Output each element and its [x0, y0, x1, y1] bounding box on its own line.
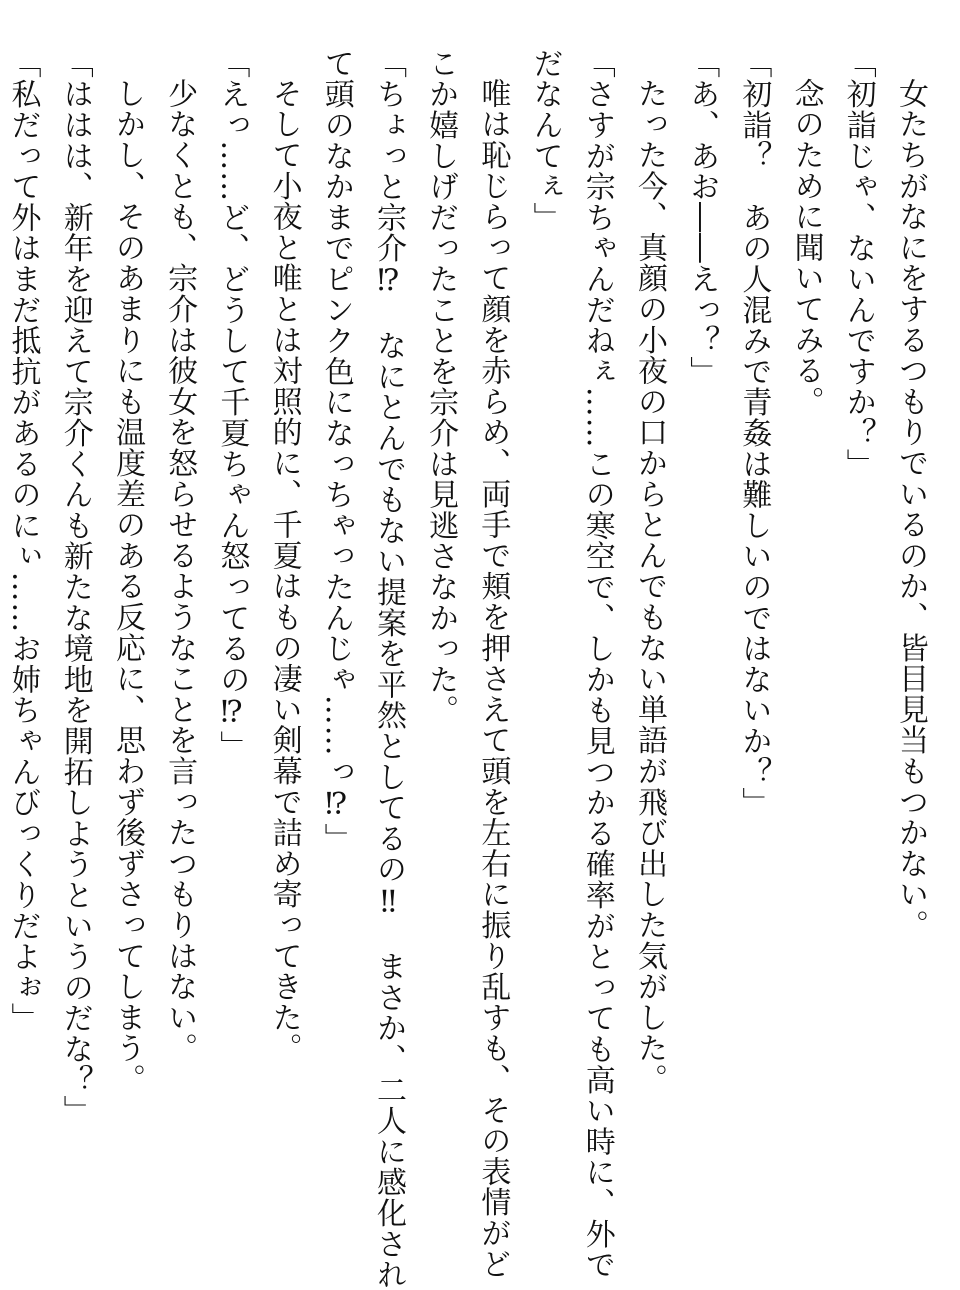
text-line: 「あ、あお――えっ？」 — [684, 48, 720, 387]
text-line: こか嬉しげだったことを宗介は見逃さなかった。 — [423, 48, 459, 726]
text-line: 女たちがなにをするつもりでいるのか、皆目見当もつかない。 — [893, 78, 928, 941]
vertical-text-body — [5, 48, 936, 1290]
text-line: 「初詣？ あの人混みで青姦は難しいのではないか？」 — [736, 48, 772, 818]
text-line: 「ははは、新年を迎えて宗介くんも新たな境地を開拓しようというのだな？」 — [57, 48, 93, 1126]
text-line: 念のために聞いてみる。 — [788, 78, 824, 417]
text-line: 「初詣じゃ、ないんですか？」 — [840, 48, 876, 480]
text-line: たった今、真顔の小夜の口からとんでもない単語が飛び出した気がした。 — [631, 78, 667, 1095]
text-line: 「さすが宗ちゃんだねぇ……この寒空で、しかも見つかる確率がとっても高い時に、外で — [579, 48, 615, 1280]
text-line: 少なくとも、宗介は彼女を怒らせるようなことを言ったつもりはない。 — [162, 78, 198, 1064]
text-line: 「ちょっと宗介⁉ なにとんでもない提案を平然としてるの‼ まさか、二人に感化され — [370, 48, 406, 1290]
text-line: そして小夜と唯とは対照的に、千夏はもの凄い剣幕で詰め寄ってきた。 — [266, 78, 302, 1064]
text-line: だなんてぇ」 — [527, 48, 563, 233]
text-line: 唯は恥じらって顔を赤らめ、両手で頬を押さえて頭を左右に振り乱すも、その表情がど — [475, 78, 511, 1280]
text-line: て頭のなかまでピンク色になっちゃったんじゃ……っ⁉」 — [318, 48, 354, 854]
text-line: しかし、そのあまりにも温度差のある反応に、思わず後ずさってしまう。 — [109, 78, 145, 1095]
text-line: 「私だって外はまだ抵抗があるのにぃ……お姉ちゃんびっくりだよぉ」 — [5, 48, 41, 1034]
text-line: 「えっ……ど、どうして千夏ちゃん怒ってるの⁉」 — [214, 48, 250, 762]
